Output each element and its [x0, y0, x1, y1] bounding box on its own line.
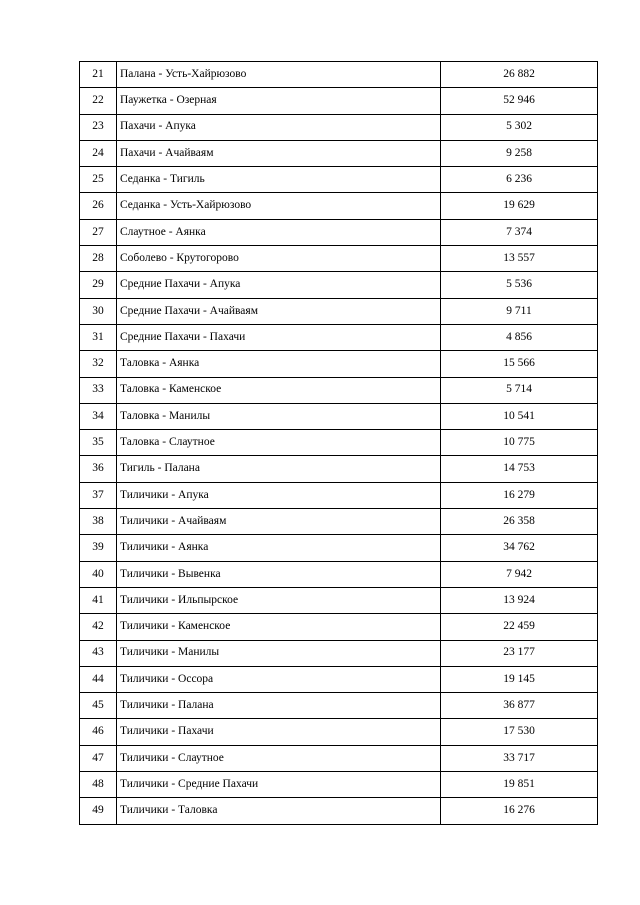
row-number-cell: 23	[80, 114, 117, 140]
row-number-cell: 27	[80, 219, 117, 245]
row-number-cell: 21	[80, 62, 117, 88]
table-row	[80, 140, 598, 166]
table-row	[80, 403, 598, 429]
table-row	[80, 535, 598, 561]
table-row	[80, 666, 598, 692]
value-cell: 10 541	[441, 403, 598, 429]
value-cell: 33 717	[441, 745, 598, 771]
table-row	[80, 587, 598, 613]
row-number-cell: 38	[80, 509, 117, 535]
row-number-cell: 37	[80, 482, 117, 508]
route-name-cell: Седанка - Тигиль	[117, 167, 441, 193]
row-number-cell: 22	[80, 88, 117, 114]
row-number-cell: 31	[80, 324, 117, 350]
row-number-cell: 28	[80, 246, 117, 272]
table-row	[80, 719, 598, 745]
value-cell: 26 358	[441, 509, 598, 535]
value-cell: 10 775	[441, 430, 598, 456]
table-row	[80, 614, 598, 640]
route-name-cell: Тиличики - Пахачи	[117, 719, 441, 745]
table-row	[80, 351, 598, 377]
route-name-cell: Таловка - Манилы	[117, 403, 441, 429]
table-row	[80, 324, 598, 350]
table-row	[80, 246, 598, 272]
table-row	[80, 745, 598, 771]
table-row	[80, 193, 598, 219]
row-number-cell: 36	[80, 456, 117, 482]
value-cell: 6 236	[441, 167, 598, 193]
value-cell: 13 557	[441, 246, 598, 272]
row-number-cell: 46	[80, 719, 117, 745]
value-cell: 16 279	[441, 482, 598, 508]
row-number-cell: 44	[80, 666, 117, 692]
route-name-cell: Седанка - Усть-Хайрюзово	[117, 193, 441, 219]
row-number-cell: 47	[80, 745, 117, 771]
value-cell: 5 302	[441, 114, 598, 140]
value-cell: 19 851	[441, 772, 598, 798]
table-row	[80, 482, 598, 508]
table-row	[80, 88, 598, 114]
value-cell: 19 145	[441, 666, 598, 692]
table-row	[80, 456, 598, 482]
route-name-cell: Тиличики - Каменское	[117, 614, 441, 640]
value-cell: 19 629	[441, 193, 598, 219]
value-cell: 26 882	[441, 62, 598, 88]
route-name-cell: Средние Пахачи - Пахачи	[117, 324, 441, 350]
row-number-cell: 41	[80, 587, 117, 613]
table-row	[80, 272, 598, 298]
table-row	[80, 167, 598, 193]
route-name-cell: Тиличики - Манилы	[117, 640, 441, 666]
row-number-cell: 29	[80, 272, 117, 298]
route-name-cell: Средние Пахачи - Ачайваям	[117, 298, 441, 324]
value-cell: 9 258	[441, 140, 598, 166]
routes-table-body	[80, 62, 598, 825]
route-name-cell: Таловка - Аянка	[117, 351, 441, 377]
value-cell: 5 536	[441, 272, 598, 298]
value-cell: 22 459	[441, 614, 598, 640]
route-name-cell: Тиличики - Вывенка	[117, 561, 441, 587]
route-name-cell: Средние Пахачи - Апука	[117, 272, 441, 298]
routes-table	[79, 61, 598, 825]
row-number-cell: 40	[80, 561, 117, 587]
table-row	[80, 430, 598, 456]
route-name-cell: Тиличики - Слаутное	[117, 745, 441, 771]
value-cell: 5 714	[441, 377, 598, 403]
route-name-cell: Тигиль - Палана	[117, 456, 441, 482]
route-name-cell: Таловка - Каменское	[117, 377, 441, 403]
row-number-cell: 34	[80, 403, 117, 429]
table-row	[80, 693, 598, 719]
row-number-cell: 49	[80, 798, 117, 824]
value-cell: 4 856	[441, 324, 598, 350]
row-number-cell: 35	[80, 430, 117, 456]
row-number-cell: 32	[80, 351, 117, 377]
value-cell: 14 753	[441, 456, 598, 482]
table-row	[80, 298, 598, 324]
value-cell: 17 530	[441, 719, 598, 745]
route-name-cell: Тиличики - Ильпырское	[117, 587, 441, 613]
route-name-cell: Соболево - Крутогорово	[117, 246, 441, 272]
row-number-cell: 25	[80, 167, 117, 193]
value-cell: 52 946	[441, 88, 598, 114]
row-number-cell: 45	[80, 693, 117, 719]
table-row	[80, 561, 598, 587]
row-number-cell: 43	[80, 640, 117, 666]
route-name-cell: Пахачи - Апука	[117, 114, 441, 140]
value-cell: 23 177	[441, 640, 598, 666]
route-name-cell: Тиличики - Средние Пахачи	[117, 772, 441, 798]
table-row	[80, 772, 598, 798]
row-number-cell: 42	[80, 614, 117, 640]
value-cell: 34 762	[441, 535, 598, 561]
route-name-cell: Тиличики - Палана	[117, 693, 441, 719]
route-name-cell: Тиличики - Аянка	[117, 535, 441, 561]
table-row	[80, 377, 598, 403]
route-name-cell: Слаутное - Аянка	[117, 219, 441, 245]
value-cell: 36 877	[441, 693, 598, 719]
table-row	[80, 62, 598, 88]
row-number-cell: 26	[80, 193, 117, 219]
value-cell: 7 942	[441, 561, 598, 587]
table-row	[80, 219, 598, 245]
route-name-cell: Таловка - Слаутное	[117, 430, 441, 456]
row-number-cell: 33	[80, 377, 117, 403]
row-number-cell: 48	[80, 772, 117, 798]
route-name-cell: Тиличики - Оссора	[117, 666, 441, 692]
row-number-cell: 39	[80, 535, 117, 561]
route-name-cell: Палана - Усть-Хайрюзово	[117, 62, 441, 88]
table-row	[80, 114, 598, 140]
table-row	[80, 640, 598, 666]
route-name-cell: Паужетка - Озерная	[117, 88, 441, 114]
route-name-cell: Пахачи - Ачайваям	[117, 140, 441, 166]
value-cell: 9 711	[441, 298, 598, 324]
value-cell: 15 566	[441, 351, 598, 377]
table-row	[80, 798, 598, 824]
table-row	[80, 509, 598, 535]
row-number-cell: 24	[80, 140, 117, 166]
value-cell: 16 276	[441, 798, 598, 824]
route-name-cell: Тиличики - Таловка	[117, 798, 441, 824]
value-cell: 13 924	[441, 587, 598, 613]
row-number-cell: 30	[80, 298, 117, 324]
route-name-cell: Тиличики - Ачайваям	[117, 509, 441, 535]
value-cell: 7 374	[441, 219, 598, 245]
route-name-cell: Тиличики - Апука	[117, 482, 441, 508]
